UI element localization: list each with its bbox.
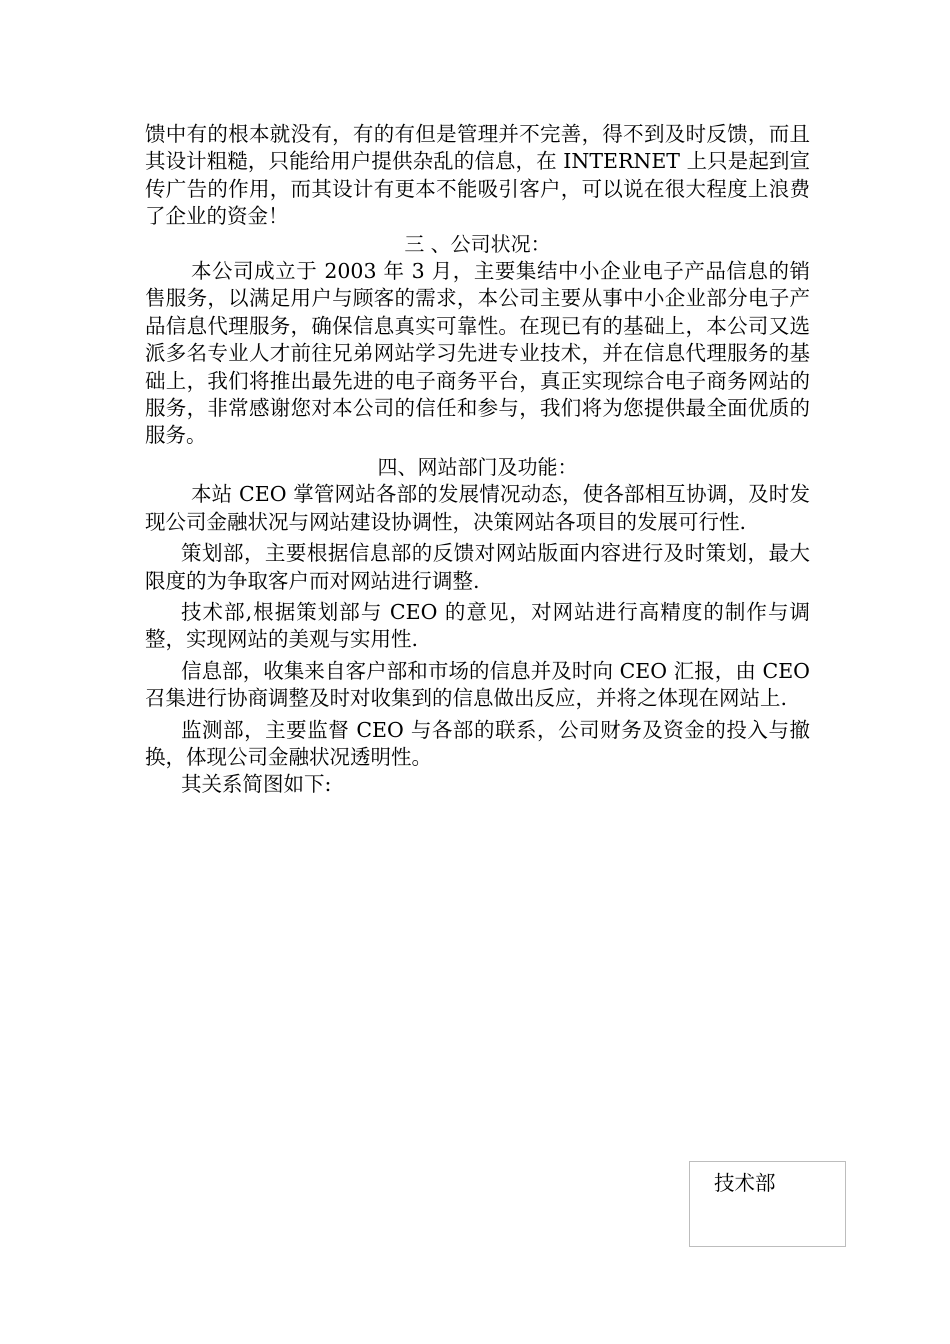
monitor-paragraph: 监测部，主要监督 CEO 与各部的联系，公司财务及资金的投入与撤换，体现公司金融状况透明性。 <box>145 717 810 769</box>
intro-paragraph: 馈中有的根本就没有，有的有但是管理并不完善，得不到及时反馈，而且其设计粗糙，只能给用户提供杂乱的信息，在 INTERNET 上只是起到宣传广告的作用，而其设计有更本不能吸引客户，可以说在很大程度上浪费了企业的资金！ <box>145 122 810 229</box>
document-body <box>145 121 810 799</box>
info-paragraph: 信息部，收集来自客户部和市场的信息并及时向 CEO 汇报，由 CEO 召集进行协商调整及时对收集到的信息做出反应，并将之体现在网站上. <box>145 658 810 711</box>
diagram-intro: 其关系简图如下: <box>181 772 332 797</box>
section-4-heading: 四、网站部门及功能： <box>377 454 578 479</box>
ceo-paragraph: 本站 CEO 掌管网站各部的发展情况动态，使各部相互协调，及时发现公司金融状况与网站建设协调性，决策网站各项目的发展可行性. <box>145 482 810 534</box>
tech-paragraph: 技术部,根据策划部与 CEO 的意见，对网站进行高精度的制作与调整，实现网站的美观与实用性. <box>145 599 810 652</box>
diagram-box-label: 技术部 <box>714 1171 776 1195</box>
diagram-box-tech <box>689 1161 846 1247</box>
planning-paragraph: 策划部，主要根据信息部的反馈对网站版面内容进行及时策划，最大限度的为争取客户而对网站进行调整. <box>145 541 810 593</box>
section-3-paragraph: 本公司成立于 2003 年 3 月，主要集结中小企业电子产品信息的销售服务，以满足用户与顾客的需求，本公司主要从事中小企业部分电子产品信息代理服务，确保信息真实可靠性。在现已有的基础上，本公司又选派多名专业人才前往兄弟网站学习先进专业技术，并在信息代理服务的基础上，我们将推出最先进的电子商务平台，真正实现综合电子商务网站的服务，非常感谢您对本公司的信任和参与，我们将为您提供最全面优质的服务。 <box>145 259 810 448</box>
section-3-heading: 三 、公司状况： <box>404 231 551 256</box>
